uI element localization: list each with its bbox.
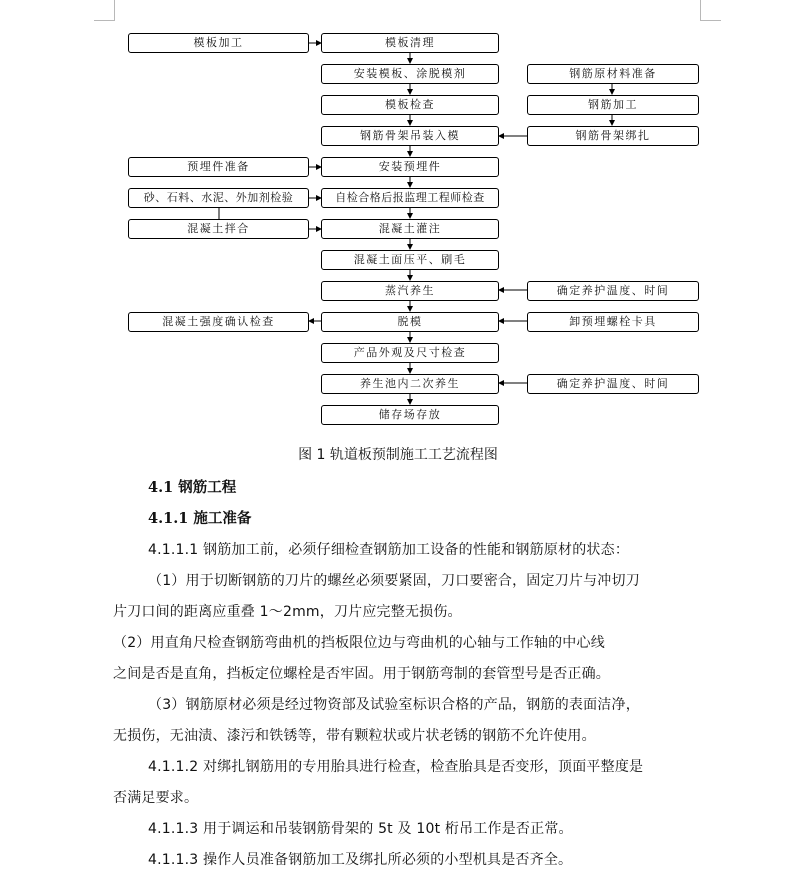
paragraph-line: 4.1.1.1 钢筋加工前，必须仔细检查钢筋加工设备的性能和钢筋原材的状态： — [148, 542, 630, 558]
flow-step-concrete-mixing: 混凝土拌合 — [128, 219, 309, 239]
flow-step-self-inspection: 自检合格后报监理工程师检查 — [321, 188, 499, 208]
paragraph-line: （2）用直角尺检查钢筋弯曲机的挡板限位边与弯曲机的心轴与工作轴的中心线 — [113, 635, 605, 651]
paragraph-line: （1）用于切断钢筋的刀片的螺丝必须要紧固，刀口要密合，固定刀片与冲切刀 — [148, 573, 640, 589]
paragraph-line: 4.1.1.3 操作人员准备钢筋加工及绑扎所必须的小型机具是否齐全。 — [148, 852, 573, 868]
paragraph-line: 4.1.1.2 对绑扎钢筋用的专用胎具进行检查，检查胎具是否变形，顶面平整度是 — [148, 759, 644, 775]
flow-step-rebar-cage-binding: 钢筋骨架绑扎 — [527, 126, 699, 146]
flow-step-remove-bolt-fixture: 卸预埋螺栓卡具 — [527, 312, 699, 332]
flow-step-appearance-check: 产品外观及尺寸检查 — [321, 343, 499, 363]
flow-step-template-cleaning: 模板清理 — [321, 33, 499, 53]
subsection-heading: 4.1.1 施工准备 — [148, 510, 252, 527]
flow-step-steam-curing: 蒸汽养生 — [321, 281, 499, 301]
flow-step-demolding: 脱模 — [321, 312, 499, 332]
figure-caption: 图 1 轨道板预制施工工艺流程图 — [298, 447, 498, 463]
flow-step-install-template: 安装模板、涂脱模剂 — [321, 64, 499, 84]
paragraph-line: 无损伤，无油渍、漆污和铁锈等，带有颗粒状或片状老锈的钢筋不允许使用。 — [113, 728, 596, 744]
flow-step-storage: 储存场存放 — [321, 405, 499, 425]
flow-step-install-embedded: 安装预埋件 — [321, 157, 499, 177]
paragraph-line: （3）钢筋原材必须是经过物资部及试验室标识合格的产品，钢筋的表面洁净， — [148, 697, 640, 713]
flow-step-rebar-material-prep: 钢筋原材料准备 — [527, 64, 699, 84]
paragraph-line: 之间是否是直角，挡板定位螺栓是否牢固。用于钢筋弯制的套管型号是否正确。 — [113, 666, 610, 682]
flow-step-curing-params-2: 确定养护温度、时间 — [527, 374, 699, 394]
section-heading: 4.1 钢筋工程 — [148, 479, 237, 496]
flow-step-material-testing: 砂、石料、水泥、外加剂检验 — [128, 188, 309, 208]
flow-step-embedded-prep: 预埋件准备 — [128, 157, 309, 177]
paragraph-line: 片刀口间的距离应重叠 1～2mm，刀片应完整无损伤。 — [113, 604, 462, 620]
flow-step-template-check: 模板检查 — [321, 95, 499, 115]
flow-step-curing-params-1: 确定养护温度、时间 — [527, 281, 699, 301]
paragraph-line: 否满足要求。 — [113, 790, 199, 806]
paragraph-line: 4.1.1.3 用于调运和吊装钢筋骨架的 5t 及 10t 桁吊工作是否正常。 — [148, 821, 573, 837]
flow-step-rebar-cage-lift: 钢筋骨架吊装入模 — [321, 126, 499, 146]
flow-step-template-processing: 模板加工 — [128, 33, 309, 53]
flow-step-secondary-curing: 养生池内二次养生 — [321, 374, 499, 394]
flow-step-concrete-pouring: 混凝土灌注 — [321, 219, 499, 239]
flow-step-strength-check: 混凝土强度确认检查 — [128, 312, 309, 332]
flow-step-rebar-processing: 钢筋加工 — [527, 95, 699, 115]
flow-step-surface-finish: 混凝土面压平、刷毛 — [321, 250, 499, 270]
